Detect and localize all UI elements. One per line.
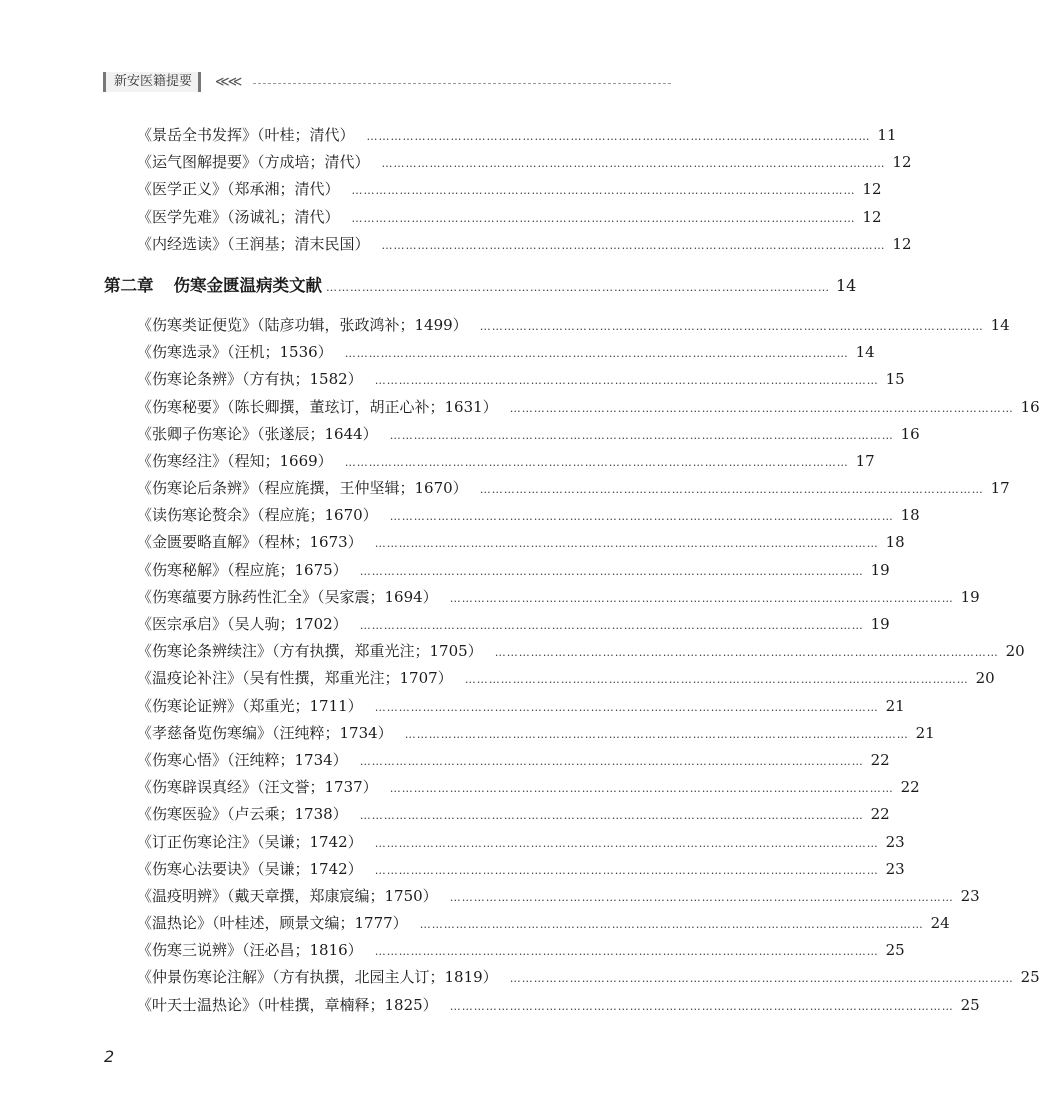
chapter-page: 14 [836, 275, 857, 295]
toc-entry: 《运气图解提要》（方成培；清代） ……………………………………………………………………………………………………………… 12 [137, 153, 912, 172]
toc-entry: 《读伤寒论赘余》（程应旄；1670） ……………………………………………………………………………………………………………… 18 [137, 506, 920, 525]
toc-entry: 《金匮要略直解》（程林；1673） ……………………………………………………………………………………………………………… 18 [137, 533, 905, 552]
header-dashed-rule [253, 83, 671, 84]
toc-entries-top [104, 122, 912, 258]
toc-entry: 《伤寒心法要诀》（吴谦；1742） ……………………………………………………………………………………………………………… 23 [137, 859, 905, 878]
toc-entry: 《伤寒秘解》（程应旄；1675） ……………………………………………………………………………………………………………… 19 [137, 560, 890, 579]
toc-entry: 《医宗承启》（吴人驹；1702） ……………………………………………………………………………………………………………… 19 [137, 615, 890, 633]
toc-entry: 《医学正义》（郑承湘；清代） ……………………………………………………………………………………………………………… 12 [137, 180, 882, 199]
chapter-number: 第二章 [104, 275, 154, 295]
table-of-contents [104, 122, 1040, 1019]
toc-entry: 《伤寒三说辨》（汪必昌；1816） ……………………………………………………………………………………………………………… 25 [137, 941, 905, 960]
toc-entry: 《伤寒秘要》（陈长卿撰，董玹订，胡正心补；1631） ……………………………………………………………………………………………………………… 16 [137, 397, 1040, 416]
toc-entry: 《景岳全书发挥》（叶桂；清代） ……………………………………………………………………………………………………………… 11 [137, 126, 897, 144]
chapter-title: 伤寒金匮温病类文献 [173, 275, 322, 295]
toc-entry: 《温疫论补注》（吴有性撰，郑重光注；1707） ……………………………………………………………………………………………………………… 20 [137, 669, 995, 688]
toc-entry: 《伤寒论后条辨》（程应旄撰，王仲坚辑；1670） ……………………………………………………………………………………………………………… 17 [137, 479, 1010, 498]
toc-entry: 《内经选读》（王润基；清末民国） ……………………………………………………………………………………………………………… 12 [137, 234, 912, 253]
toc-entry: 《伤寒论条辨》（方有执；1582） ……………………………………………………………………………………………………………… 15 [137, 370, 905, 389]
toc-entry: 《医学先难》（汤诚礼；清代） ……………………………………………………………………………………………………………… 12 [137, 207, 882, 226]
running-header [103, 72, 671, 94]
toc-entry: 《伤寒医验》（卢云乘；1738） ……………………………………………………………………………………………………………… 22 [137, 805, 890, 824]
toc-entry: 《伤寒蕴要方脉药性汇全》（吴家震；1694） ……………………………………………………………………………………………………………… 19 [137, 587, 980, 606]
toc-entry: 《订正伤寒论注》（吴谦；1742） ……………………………………………………………………………………………………………… 23 [137, 832, 905, 851]
toc-entries-chapter [104, 312, 1040, 1019]
toc-entry: 《伤寒经注》（程知；1669） ……………………………………………………………………………………………………………… 17 [137, 451, 875, 470]
toc-entry: 《温热论》（叶桂述，顾景文编；1777） ……………………………………………………………………………………………………………… 24 [137, 914, 950, 933]
toc-entry: 《伤寒论证辨》（郑重光；1711） ……………………………………………………………………………………………………………… 21 [137, 696, 905, 715]
toc-entry: 《伤寒辟误真经》（汪文誉；1737） ……………………………………………………………………………………………………………… 22 [137, 778, 920, 797]
toc-entry: 《伤寒心悟》（汪纯粹；1734） ……………………………………………………………………………………………………………… 22 [137, 750, 890, 769]
toc-entry: 《伤寒类证便览》（陆彦功辑，张政鸿补；1499） ……………………………………………………………………………………………………………… 14 [137, 315, 1010, 334]
toc-entry: 《伤寒论条辨续注》（方有执撰，郑重光注；1705） ……………………………………………………………………………………………………………… 20 [137, 642, 1025, 661]
toc-entry: 《叶天士温热论》（叶桂撰，章楠释；1825） ……………………………………………………………………………………………………………… 25 [137, 995, 980, 1014]
toc-entry: 《伤寒选录》（汪机；1536） ……………………………………………………………………………………………………………… 14 [137, 343, 875, 362]
toc-entry: 《温疫明辨》（戴天章撰，郑康宸编；1750） ……………………………………………………………………………………………………………… 23 [137, 886, 980, 905]
book-title-label: 新安医籍提要 [103, 72, 201, 92]
page-number: 2 [104, 1047, 115, 1066]
toc-entry: 《孝慈备览伤寒编》（汪纯粹；1734） ……………………………………………………………………………………………………………… 21 [137, 723, 935, 742]
toc-entry: 《仲景伤寒论注解》（方有执撰，北园主人订；1819） ……………………………………………………………………………………………………………… 25 [137, 968, 1040, 987]
double-chevron-icon: ≪≪ [215, 74, 241, 90]
chapter-heading: 第二章 伤寒金匮温病类文献 ……………………………………………………………………………………………………………… 14 [104, 272, 672, 300]
toc-entry: 《张卿子伤寒论》（张遂辰；1644） ……………………………………………………………………………………………………………… 16 [137, 424, 920, 443]
